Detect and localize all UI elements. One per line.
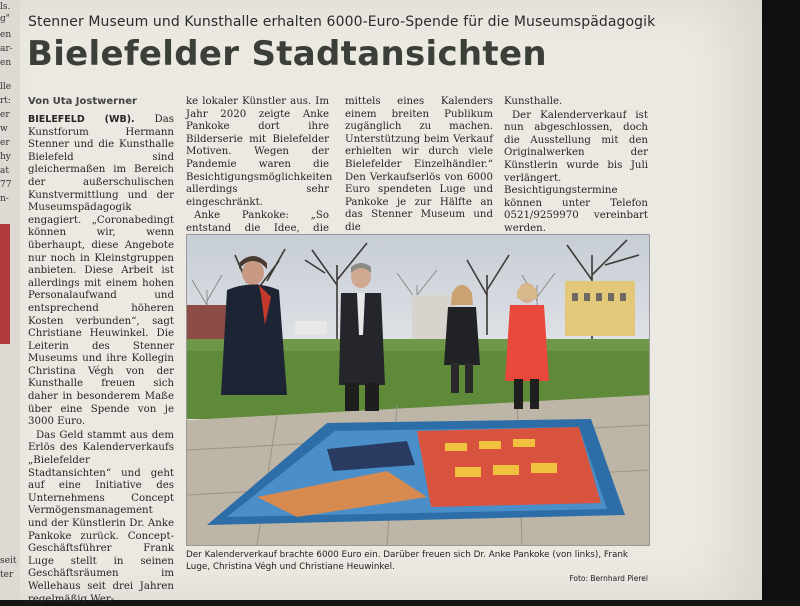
photo-caption xyxy=(186,549,648,585)
fragment-text: lle xyxy=(0,82,12,92)
fragment-text: er xyxy=(0,138,10,148)
fragment-text: g" xyxy=(0,14,10,24)
paragraph-text: ke lokaler Künstler aus. Im Jahr 2020 zeigte Anke Pankoke dort ihre Bilderserie mit Bielefelder Motiven. Wegen der Pandemie waren die Besichtigungsmöglichkeiten allerdings sehr eingeschränkt. xyxy=(186,96,333,208)
article-column-2 xyxy=(186,96,333,248)
fragment-text: ar- xyxy=(0,44,13,54)
fragment-text: n- xyxy=(0,194,9,204)
fragment-text: 77 xyxy=(0,180,12,190)
fragment-text: seit xyxy=(0,556,17,566)
fragment-text: ter xyxy=(0,570,14,580)
article-column-4 xyxy=(504,96,648,236)
adjacent-article-fragment xyxy=(0,0,20,600)
caption-text: Der Kalenderverkauf brachte 6000 Euro ein. Darüber freuen sich Dr. Anke Pankoke (von links), Frank Luge, Christina Végh und Christiane Heuwinkel. xyxy=(186,550,629,572)
fragment-text: ls. xyxy=(0,2,11,12)
article-headline: Bielefelder Stadtansichten xyxy=(27,34,547,74)
fragment-text: en xyxy=(0,58,12,68)
fragment-text: rt: xyxy=(0,96,11,106)
article-kicker: Stenner Museum und Kunsthalle erhalten 6000-Euro-Spende für die Museumspädagogik xyxy=(28,14,656,30)
paragraph-text: Anke Pankoke: „So entstand die Idee, die xyxy=(186,210,329,234)
fragment-text: er xyxy=(0,110,10,120)
fragment-text: hy xyxy=(0,152,11,162)
paragraph-text: Kunsthalle. xyxy=(504,96,563,107)
photo-credit: Foto: Bernhard Pierel xyxy=(569,574,648,583)
article-photo xyxy=(186,234,650,546)
fragment-text: at xyxy=(0,166,9,176)
newspaper-page xyxy=(20,0,762,605)
fragment-text: en xyxy=(0,30,12,40)
article-column-3 xyxy=(345,96,493,235)
background-edge xyxy=(762,0,800,600)
paragraph-text: Das Kunstforum Hermann Stenner und die Kunsthalle Bielefeld sind gleichermaßen im Bereich der außerschulischen Kunstvermittlung und der Museumspädagogik engagiert. „Coronabedingt können wir, wenn überhaupt, diese Angebote nur noch in Kleinstgruppen anbieten. Diese Arbeit ist allerdings mit einem hohen Personalaufwand und entsprechend höheren Kosten verbunden“, sagt Christiane Heuwinkel. Die Leiterin des Stenner Museums und ihre Kollegin Christina Végh von der Kunsthalle freuen sich daher in besonderem Maße über eine Spende von je 3000 Euro. xyxy=(28,114,174,428)
paragraph-text: mittels eines Kalenders einem breiten Publikum zugänglich zu machen. Unterstützung beim Verkauf erhielten wir durch viele Bielefelder Einzelhändler.“ Den Verkaufserlös von 6000 Euro spendeten Luge und Pankoke je zur Hälfte an das Stenner Museum und die xyxy=(345,96,493,233)
fragment-text: w xyxy=(0,124,8,134)
paragraph-text: Das Geld stammt aus dem Erlös des Kalenderverkaufs „Bielefelder Stadtansichten“ und geht auf eine Initiative des Unternehmens Concept Vermögensmanagement und der Künstlerin Dr. Anke Pankoke zurück. Concept-Geschäftsführer Frank Luge stellt in seinen Geschäftsräumen im Wellehaus seit drei Jahren regelmäßig Wer- xyxy=(28,429,174,605)
photo-illustration xyxy=(187,235,649,545)
article-byline: Von Uta Jostwerner xyxy=(28,96,137,107)
article-column-1 xyxy=(28,114,174,605)
article-dateline: BIELEFELD (WB). xyxy=(28,114,135,125)
paragraph-text: Der Kalenderverkauf ist nun abgeschlossen, doch die Ausstellung mit den Originalwerken der Künstlerin wurde bis Juli verlängert. Besichtigungstermine können unter Telefon 0521/9259970 vereinbart werden. xyxy=(504,109,648,234)
adjacent-photo-fragment xyxy=(0,224,10,344)
